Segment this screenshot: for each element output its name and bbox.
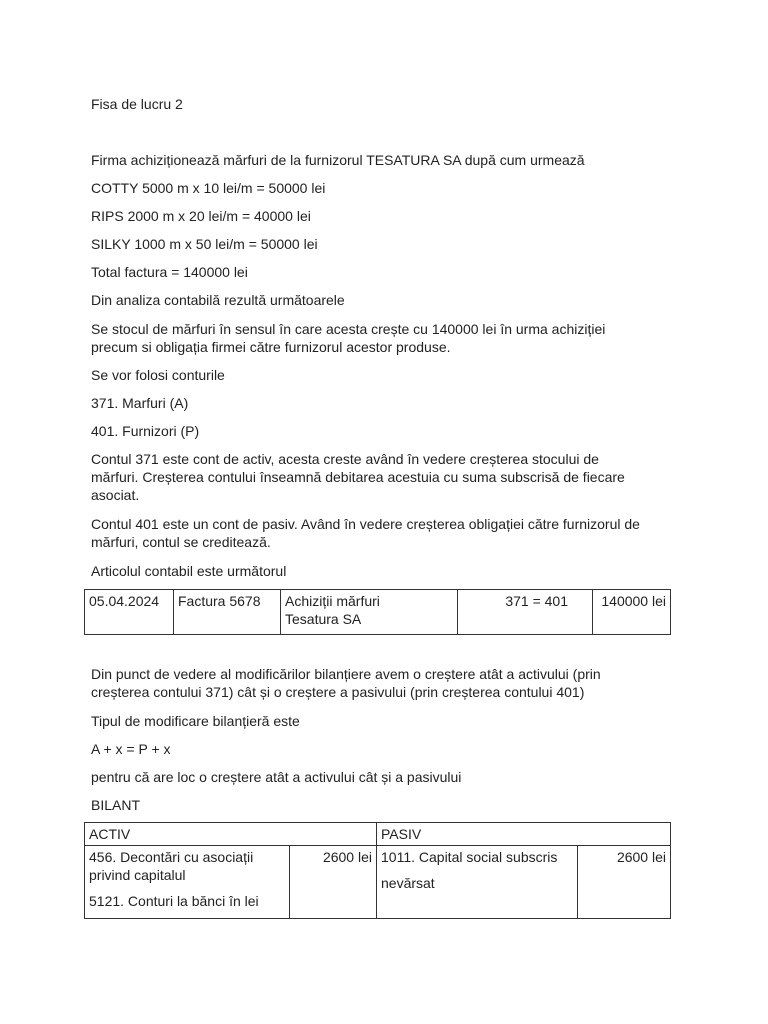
line-cotty: COTTY 5000 m x 10 lei/m = 50000 lei	[91, 180, 326, 196]
account-371-explanation-line1: Contul 371 este cont de activ, acesta creste având în vedere creșterea stocului de	[91, 451, 599, 467]
entry-document: Factura 5678	[174, 590, 281, 635]
entry-explanation-line2: Tesatura SA	[285, 611, 362, 627]
pasiv-item-1011-line1: 1011. Capital social subscris	[381, 849, 558, 865]
account-401-explanation-line2: mărfuri, contul se creditează.	[91, 534, 271, 550]
table-row	[85, 846, 671, 919]
balance-change-line2: creșterea contului 371) cât și o creștere a pasivului (prin creșterea contului 401)	[91, 684, 585, 700]
account-371: 371. Marfuri (A)	[91, 395, 189, 411]
line-silky: SILKY 1000 m x 50 lei/m = 50000 lei	[91, 236, 318, 252]
entry-explanation-line1: Achiziții mărfuri	[285, 593, 380, 609]
pasiv-amount: 2600 lei	[578, 846, 671, 919]
line-rips: RIPS 2000 m x 20 lei/m = 40000 lei	[91, 208, 311, 224]
page-title: Fisa de lucru 2	[91, 96, 183, 112]
activ-item-456-line1: 456. Decontări cu asociații	[89, 849, 254, 865]
entry-amount: 140000 lei	[593, 590, 671, 635]
entry-intro: Articolul contabil este următorul	[91, 563, 287, 579]
reason-paragraph: pentru că are loc o creștere atât a activului cât și a pasivului	[91, 769, 462, 785]
entry-explanation	[281, 590, 458, 635]
activ-amount: 2600 lei	[290, 846, 377, 919]
analysis-paragraph: Din analiza contabilă rezultă următoarele	[91, 292, 345, 308]
stock-paragraph-line1: Se stocul de mărfuri în sensul în care acesta crește cu 140000 lei în urma achiziției	[91, 321, 606, 337]
account-371-explanation-line2: mărfuri. Creșterea contului înseamnă debitarea acestuia cu suma subscrisă de fiecare	[91, 469, 625, 485]
entry-date: 05.04.2024	[85, 590, 174, 635]
balance-change-line1: Din punct de vedere al modificărilor bilanțiere avem o creștere atât a activului (prin	[91, 666, 601, 682]
entry-accounts: 371 = 401	[458, 590, 593, 635]
activ-items	[85, 846, 290, 919]
balance-sheet-table	[84, 822, 671, 919]
intro-paragraph: Firma achiziționează mărfuri de la furnizorul TESATURA SA după cum urmează	[91, 152, 585, 168]
activ-header: ACTIV	[85, 823, 377, 846]
accounts-intro: Se vor folosi conturile	[91, 367, 225, 383]
pasiv-header: PASIV	[377, 823, 671, 846]
account-401: 401. Furnizori (P)	[91, 423, 200, 439]
activ-item-5121: 5121. Conturi la bănci în lei	[89, 893, 259, 909]
pasiv-items	[377, 846, 578, 919]
line-total: Total factura = 140000 lei	[91, 264, 248, 280]
account-401-explanation-line1: Contul 401 este un cont de pasiv. Având în vedere creșterea obligației către furnizorul de	[91, 516, 640, 532]
pasiv-item-1011-line2: nevărsat	[381, 875, 435, 891]
stock-paragraph-line2: precum si obligația firmei către furnizorul acestor produse.	[91, 339, 451, 355]
account-371-explanation-line3: asociat.	[91, 487, 140, 503]
activ-item-456-line2: privind capitalul	[89, 867, 186, 883]
balance-formula: A + x = P + x	[91, 741, 171, 757]
balance-heading: BILANT	[91, 797, 141, 813]
change-type-paragraph: Tipul de modificare bilanțieră este	[91, 713, 300, 729]
accounting-entry-table	[84, 589, 671, 635]
table-row	[85, 823, 671, 846]
table-row	[85, 590, 671, 635]
